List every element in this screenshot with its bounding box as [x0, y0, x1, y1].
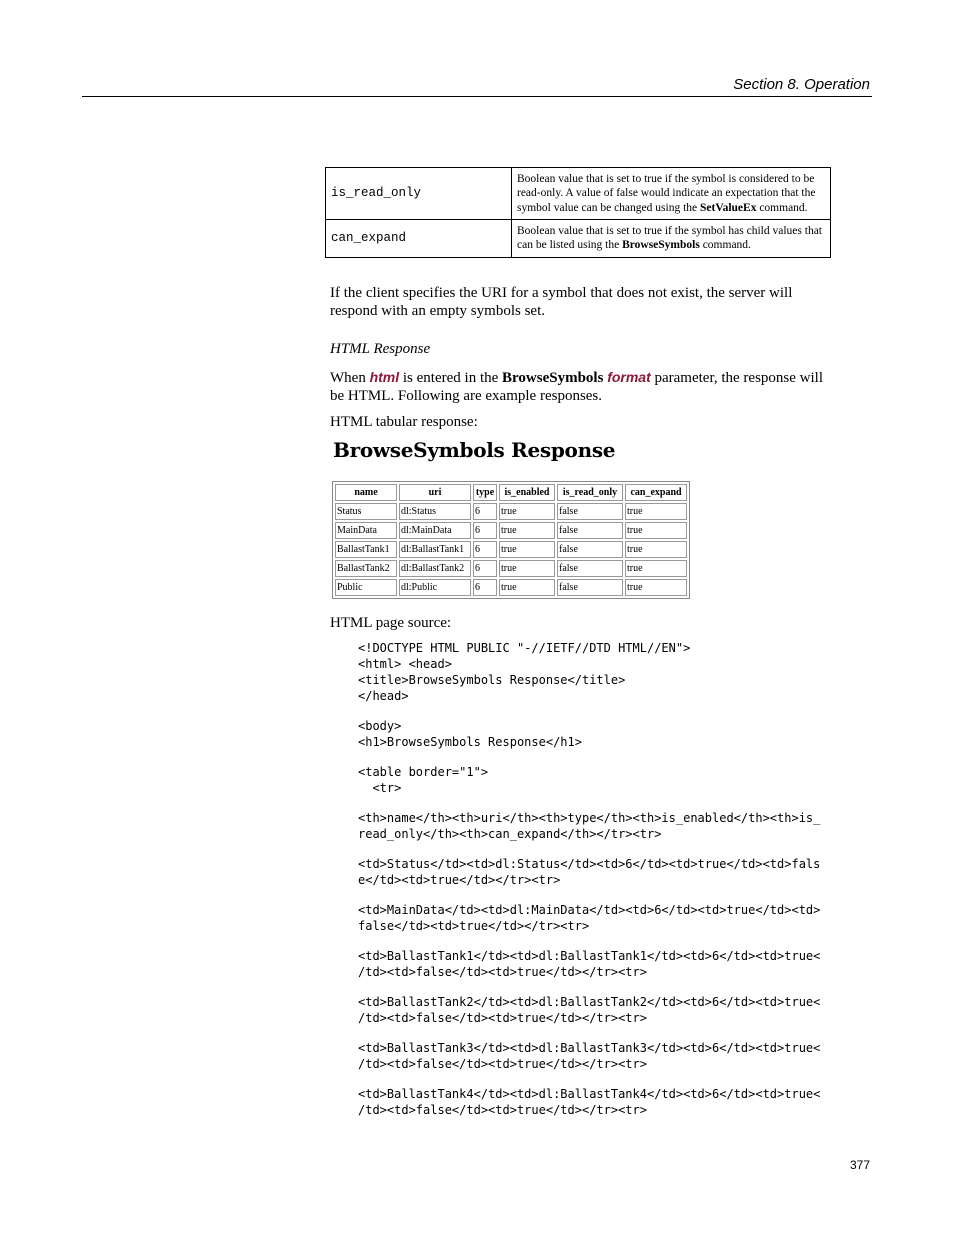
code-line: <th>name</th><th>uri</th><th>type</th><th>is_enabled</th><th>is_ [358, 811, 821, 825]
column-header: can_expand [625, 484, 687, 501]
table-cell: Status [335, 503, 397, 520]
table-cell: dl:BallastTank1 [399, 541, 471, 558]
code-line: <td>BallastTank1</td><td>dl:BallastTank1</td><td>6</td><td>true< [358, 949, 821, 963]
table-cell: dl:MainData [399, 522, 471, 539]
body-paragraph: When html is entered in the BrowseSymbols format parameter, the response will be HTML. Following are example responses. [330, 369, 824, 404]
code-line [358, 888, 858, 902]
code-line: <td>BallastTank4</td><td>dl:BallastTank4</td><td>6</td><td>true< [358, 1087, 821, 1101]
column-header: is_read_only [557, 484, 623, 501]
keyword-html: html [369, 369, 400, 385]
section-header: Section 8. Operation [733, 76, 870, 93]
code-line: <html> <head> [358, 657, 452, 671]
code-block [358, 640, 858, 1118]
command-name: SetValueEx [700, 201, 757, 214]
definition-description: Boolean value that is set to true if the symbol has child values that can be listed using the BrowseSymbols command. [512, 219, 831, 257]
table-cell: true [499, 503, 555, 520]
table-cell: false [557, 541, 623, 558]
table-cell: 6 [473, 579, 497, 596]
table-cell: 6 [473, 503, 497, 520]
command-name: BrowseSymbols [502, 370, 604, 386]
column-header: uri [399, 484, 471, 501]
table-cell: true [625, 541, 687, 558]
table-row [335, 522, 687, 539]
code-line: false</td><td>true</td></tr><tr> [358, 919, 590, 933]
table-cell: true [625, 522, 687, 539]
table-cell: dl:Public [399, 579, 471, 596]
page-number: 377 [849, 1158, 870, 1172]
code-line: <!DOCTYPE HTML PUBLIC "-//IETF//DTD HTML//EN"> [358, 641, 691, 655]
code-line [358, 704, 858, 718]
code-line: <tr> [358, 781, 402, 795]
code-line: e</td><td>true</td></tr><tr> [358, 873, 561, 887]
code-line [358, 934, 858, 948]
table-row [335, 541, 687, 558]
code-line: <td>BallastTank3</td><td>dl:BallastTank3</td><td>6</td><td>true< [358, 1041, 821, 1055]
response-heading: BrowseSymbols Response [333, 438, 616, 462]
column-header: name [335, 484, 397, 501]
code-line: <td>MainData</td><td>dl:MainData</td><td>6</td><td>true</td><td> [358, 903, 821, 917]
table-cell: true [499, 560, 555, 577]
table-cell: true [625, 503, 687, 520]
code-line: <td>BallastTank2</td><td>dl:BallastTank2</td><td>6</td><td>true< [358, 995, 821, 1009]
code-line: <body> [358, 719, 402, 733]
body-paragraph: If the client specifies the URI for a symbol that does not exist, the server will respond with an empty symbols set. [330, 285, 793, 319]
table-cell: 6 [473, 541, 497, 558]
table-header-row [335, 484, 687, 501]
code-line [358, 1026, 858, 1040]
table-cell: false [557, 503, 623, 520]
code-line [358, 842, 858, 856]
definition-row [326, 219, 831, 257]
table-cell: 6 [473, 560, 497, 577]
subsection-heading: HTML Response [330, 341, 431, 357]
tabular-response-label: HTML tabular response: [330, 414, 478, 430]
definition-term: can_expand [326, 219, 512, 257]
code-line: <table border="1"> [358, 765, 489, 779]
code-line: <h1>BrowseSymbols Response</h1> [358, 735, 582, 749]
table-cell: BallastTank2 [335, 560, 397, 577]
page-source-label: HTML page source: [330, 615, 452, 631]
table-row [335, 560, 687, 577]
header-divider [82, 96, 872, 97]
definition-table [325, 167, 831, 258]
column-header: type [473, 484, 497, 501]
table-cell: MainData [335, 522, 397, 539]
code-line: /td><td>false</td><td>true</td></tr><tr> [358, 1057, 647, 1071]
code-line: /td><td>false</td><td>true</td></tr><tr> [358, 965, 647, 979]
code-line: <title>BrowseSymbols Response</title> [358, 673, 626, 687]
table-cell: false [557, 579, 623, 596]
table-cell: Public [335, 579, 397, 596]
definition-term: is_read_only [326, 168, 512, 220]
table-cell: false [557, 560, 623, 577]
table-row [335, 503, 687, 520]
table-cell: true [625, 579, 687, 596]
definition-row [326, 168, 831, 220]
table-cell: dl:Status [399, 503, 471, 520]
code-line [358, 796, 858, 810]
code-line: /td><td>false</td><td>true</td></tr><tr> [358, 1103, 647, 1117]
table-cell: true [499, 579, 555, 596]
table-cell: BallastTank1 [335, 541, 397, 558]
definition-description: Boolean value that is set to true if the symbol is considered to be read-only. A value of false would indicate an expectation that the symbol value can be changed using the SetValueEx command. [512, 168, 831, 220]
table-cell: 6 [473, 522, 497, 539]
command-name: BrowseSymbols [622, 239, 700, 252]
column-header: is_enabled [499, 484, 555, 501]
code-line: /td><td>false</td><td>true</td></tr><tr> [358, 1011, 647, 1025]
code-line: <td>Status</td><td>dl:Status</td><td>6</td><td>true</td><td>fals [358, 857, 821, 871]
table-row [335, 579, 687, 596]
table-cell: dl:BallastTank2 [399, 560, 471, 577]
code-line [358, 750, 858, 764]
table-cell: true [499, 541, 555, 558]
keyword-format: format [607, 369, 651, 385]
code-line [358, 980, 858, 994]
table-cell: true [499, 522, 555, 539]
table-cell: false [557, 522, 623, 539]
code-line: read_only</th><th>can_expand</th></tr><tr> [358, 827, 662, 841]
response-table [332, 481, 690, 599]
code-line [358, 1072, 858, 1086]
code-line: </head> [358, 689, 409, 703]
table-cell: true [625, 560, 687, 577]
